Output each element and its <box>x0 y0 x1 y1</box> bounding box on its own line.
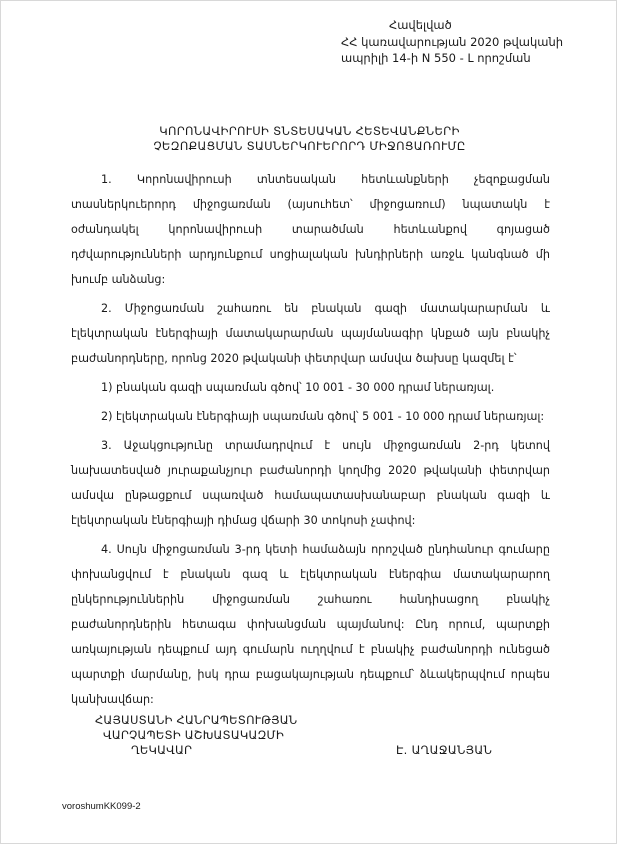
title-line-2: ՉԵԶՈՔԱՑՄԱՆ ՏԱՍՆԵՐԿՈՒԵՐՈՐԴ ՄԻՋՈՑԱՌՈՒՄԸ <box>153 139 466 153</box>
document-title <box>1 124 617 154</box>
annex-label: Հավելված <box>389 18 452 32</box>
paragraph-2: 2. Միջոցառման շահառու են բնական գազի մատակարարման և էլեկտրական էներգիայի մատակարարման պայմանագիր կնքած այն բնակիչ բաժանորդները, որոնց 2020 թվականի փետրվար ամսվա ծախսը կազմել է՝ <box>71 302 550 365</box>
paragraph-1: 1. Կորոնավիրուսի տնտեսական հետևանքների չեզոքացման տասներկուերորդ միջոցառման (այսուհետ՝ միջոցառում) նպատակն է օժանդակել կորոնավիրուսի տարածման հետևանքով գոյացած դժվարությունների արդյունքում սոցիալական խնդիրների առջև կանգնած մի խումբ անձանց: <box>71 173 550 286</box>
paragraph-2-item-2: 2) էլեկտրական էներգիայի սպառման գծով՝ 5 001 - 10 000 դրամ ներառյալ: <box>101 410 545 423</box>
annex-decision-line: ՀՀ կառավարության 2020 թվականի <box>341 34 564 49</box>
paragraph-4: 4. Սույն միջոցառման 3-րդ կետի համաձայն որոշված ընդհանուր գումարը փոխանցվում է բնական գազ և էլեկտրական էներգիա մատակարարող ընկերություններին միջոցառման շահառու հանդիսացող բնակիչ բաժանորդներին հետագա փոխանցման պայմանով: Ընդ որում, պարտքի առկայության դեպքում այդ գումարն ուղղվում է բնակիչ բաժանորդի ունեցած պարտքի մարմանը, իսկ դրա բացակայության դեպքում՝ ձևակերպվում որպես կանխավճար: <box>71 543 550 706</box>
signature-position: ՂԵԿԱՎԱՐ <box>131 743 193 757</box>
paragraph-3: 3. Աջակցությունը տրամադրվում է սույն միջոցառման 2-րդ կետով նախատեսված յուրաքանչյուր բաժանորդի կողմից 2020 թվականի փետրվար ամսվա ընթացքում սպառված համապատասխանաբար բնական գազի և էլեկտրական էներգիայի դիմաց վճարի 30 տոկոսի չափով: <box>71 439 550 527</box>
document-code: voroshumKK099-2 <box>62 801 141 812</box>
paragraph-2-item-1: 1) բնական գազի սպառման գծով՝ 10 001 - 30 000 դրամ ներառյալ. <box>101 381 495 394</box>
signer-name: Է. ԱՂԱՋԱՆՅԱՆ <box>396 743 493 757</box>
signature-org-line-2: ՎԱՐՉԱՊԵՏԻ ԱՇԽԱՏԱԿԱԶՄԻ <box>103 728 284 742</box>
document-body <box>71 167 550 712</box>
title-line-1: ԿՈՐՈՆԱՎԻՐՈՒՍԻ ՏՆՏԵՍԱԿԱՆ ՀԵՏԵՎԱՆՔՆԵՐԻ <box>159 124 460 138</box>
signature-block <box>95 713 335 758</box>
signature-org-line-1: ՀԱՅԱՍՏԱՆԻ ՀԱՆՐԱՊԵՏՈՒԹՅԱՆ <box>95 713 298 727</box>
annex-decision-number: ապրիլի 14-ի N 550 - Լ որոշման <box>341 51 531 65</box>
annex-header <box>341 17 581 67</box>
